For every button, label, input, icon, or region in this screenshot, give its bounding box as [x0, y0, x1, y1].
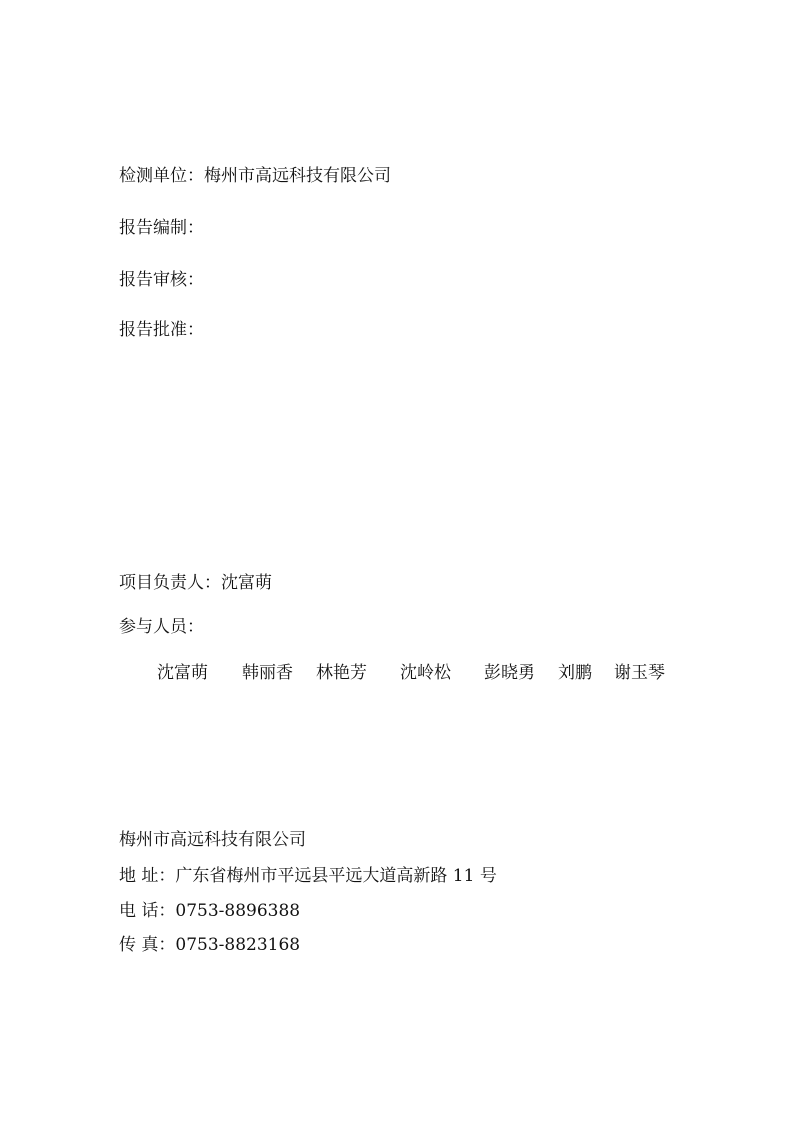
participants-label: 参与人员：	[119, 617, 204, 637]
company-name: 梅州市高远科技有限公司	[119, 830, 306, 850]
report-compiled-by: 报告编制：	[119, 218, 204, 238]
project-leader: 项目负责人：沈富萌	[119, 573, 272, 593]
participant-name: 刘鹏	[558, 663, 592, 683]
participant-name: 韩丽香	[242, 663, 293, 683]
company-fax: 传 真：0753-8823168	[119, 935, 301, 955]
participant-name: 沈富萌	[157, 663, 208, 683]
participant-name: 沈岭松	[400, 663, 451, 683]
report-approved-by: 报告批准：	[119, 320, 204, 340]
participant-name: 彭晓勇	[484, 663, 535, 683]
testing-unit: 检测单位：梅州市高远科技有限公司	[119, 166, 391, 186]
report-reviewed-by: 报告审核：	[119, 270, 204, 290]
participant-name: 谢玉琴	[614, 663, 665, 683]
company-phone: 电 话：0753-8896388	[119, 901, 301, 921]
company-address: 地 址：广东省梅州市平远县平远大道高新路 11 号	[119, 866, 497, 886]
participant-name: 林艳芳	[316, 663, 367, 683]
